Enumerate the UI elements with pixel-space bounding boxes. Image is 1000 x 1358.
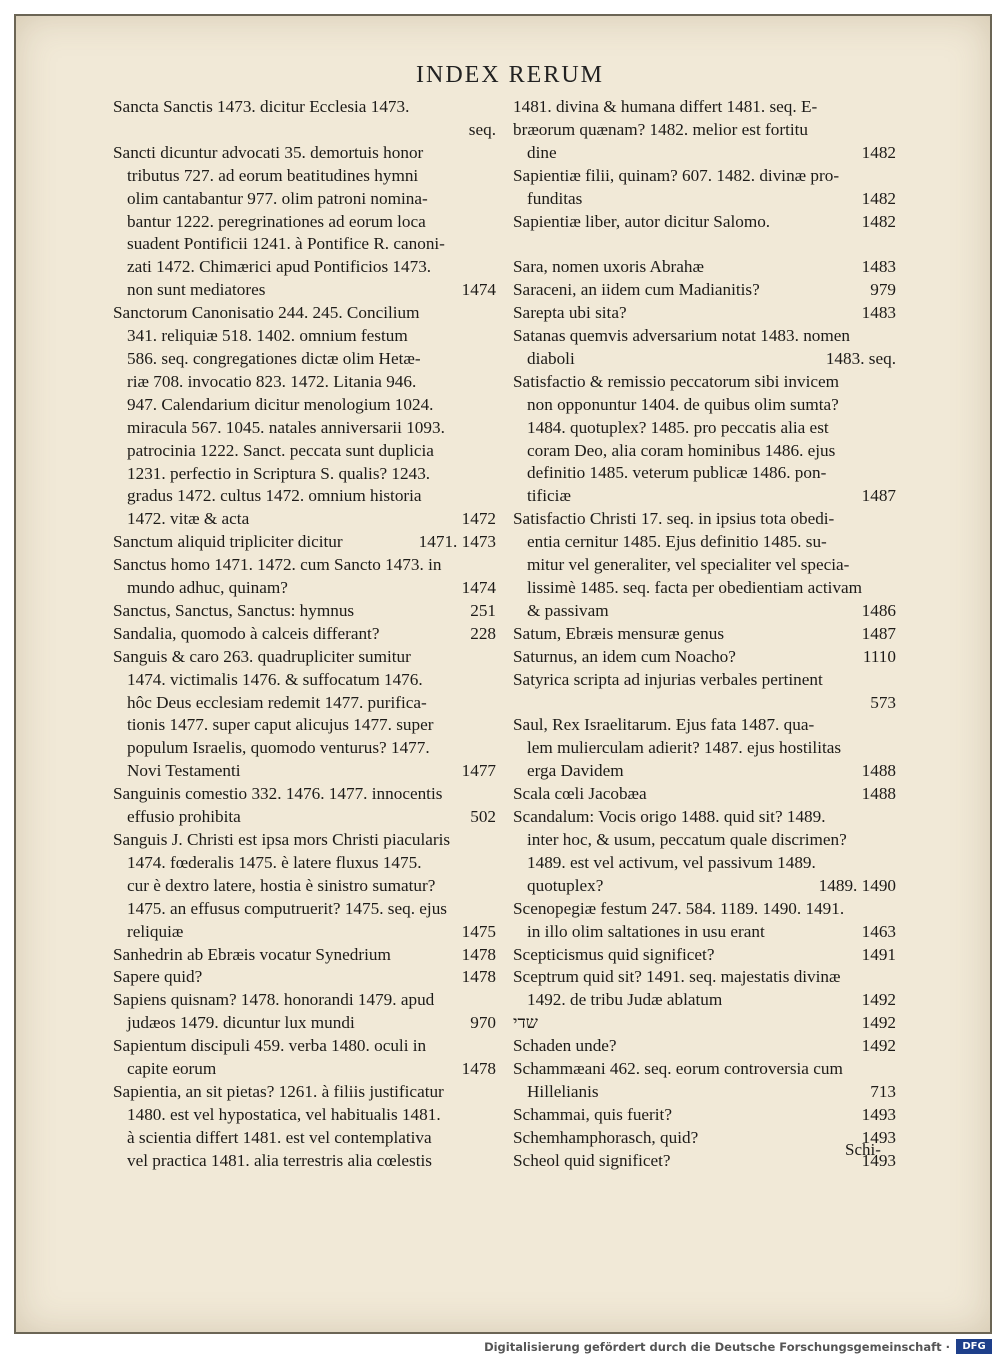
index-entry bbox=[513, 1012, 896, 1035]
index-text: Sarepta ubi sita? bbox=[513, 303, 627, 323]
dfg-logo: DFG bbox=[956, 1339, 992, 1354]
index-text: funditas bbox=[527, 188, 583, 208]
page-number: 1478 bbox=[461, 944, 496, 964]
index-entry bbox=[513, 898, 896, 944]
index-entry bbox=[513, 944, 896, 967]
index-line: 341. reliquiæ 518. 1402. omnium festum bbox=[127, 326, 408, 346]
index-line: Sanguis & caro 263. quadrupliciter sumitur bbox=[113, 646, 411, 666]
index-line bbox=[513, 1035, 896, 1058]
index-entry bbox=[113, 966, 496, 989]
index-text: Schammai, quis fuerit? bbox=[513, 1104, 672, 1124]
index-line: 1475. an effusus computruerit? 1475. seq. ejus bbox=[127, 898, 447, 918]
index-line bbox=[113, 577, 496, 600]
index-line: bræorum quænam? 1482. melior est fortitu bbox=[513, 119, 809, 139]
page-number: 573 bbox=[870, 692, 896, 712]
page-number: 979 bbox=[870, 280, 896, 300]
index-line bbox=[513, 348, 896, 371]
page-number: 1487 bbox=[861, 486, 896, 506]
index-line: zati 1472. Chimærici apud Pontificios 1473. bbox=[127, 257, 432, 277]
index-line bbox=[513, 211, 896, 234]
index-line: Sapientiæ filii, quinam? 607. 1482. divinæ pro- bbox=[513, 165, 840, 185]
index-entry bbox=[513, 714, 896, 783]
page-number: 1493 bbox=[861, 1150, 896, 1170]
page-number: 1492 bbox=[861, 1013, 896, 1033]
index-line bbox=[513, 875, 896, 898]
page-number: 1482 bbox=[861, 188, 896, 208]
index-text: Saturnus, an idem cum Noacho? bbox=[513, 646, 736, 666]
index-line bbox=[513, 921, 896, 944]
page-number: 1463 bbox=[861, 921, 896, 941]
index-line bbox=[113, 508, 496, 531]
index-line: Satisfactio Christi 17. seq. in ipsius tota obedi- bbox=[513, 509, 835, 529]
index-text: Sandalia, quomodo à calceis differant? bbox=[113, 623, 380, 643]
index-line: Sancta Sanctis 1473. dicitur Ecclesia 1473. bbox=[113, 97, 410, 116]
index-line bbox=[513, 302, 896, 325]
index-line: mitur vel generaliter, vel specialiter vel specia- bbox=[527, 555, 850, 575]
page-number: 1477 bbox=[461, 761, 496, 781]
index-entry bbox=[113, 142, 496, 302]
index-text: reliquiæ bbox=[127, 921, 184, 941]
index-entry bbox=[513, 508, 896, 623]
index-line: 1481. divina & humana differt 1481. seq. E- bbox=[513, 97, 818, 116]
index-text: Sapientiæ liber, autor dicitur Salomo. bbox=[513, 211, 771, 231]
page-number: 1492 bbox=[861, 990, 896, 1010]
index-line bbox=[113, 944, 496, 967]
index-line: hôc Deus ecclesiam redemit 1477. purifica- bbox=[127, 692, 427, 712]
index-text: Scala cœli Jacobæa bbox=[513, 784, 647, 804]
index-line bbox=[513, 1081, 896, 1104]
index-line: Sceptrum quid sit? 1491. seq. majestatis divinæ bbox=[513, 967, 841, 987]
index-line: entia cernitur 1485. Ejus definitio 1485. su- bbox=[527, 532, 827, 552]
page-number: 1493 bbox=[861, 1104, 896, 1124]
page-number: 1483. seq. bbox=[825, 348, 896, 368]
page-number: 1482 bbox=[861, 211, 896, 231]
page-number: 1488 bbox=[861, 784, 896, 804]
index-entry bbox=[513, 1150, 896, 1173]
index-line: tributus 727. ad eorum beatitudines hymni bbox=[127, 165, 419, 185]
index-line bbox=[513, 944, 896, 967]
page-number: 1471. 1473 bbox=[418, 532, 496, 552]
page-number: 1483 bbox=[861, 257, 896, 277]
index-line: gradus 1472. cultus 1472. omnium historia bbox=[127, 486, 422, 506]
footer-credit: Digitalisierung gefördert durch die Deutsche Forschungsgemeinschaft · bbox=[484, 1340, 950, 1354]
index-line: Satisfactio & remissio peccatorum sibi invicem bbox=[513, 371, 840, 391]
index-entry bbox=[513, 1035, 896, 1058]
page-number: 502 bbox=[470, 807, 496, 827]
index-entry bbox=[513, 96, 896, 165]
index-line bbox=[513, 646, 896, 669]
index-line: 586. seq. congregationes dictæ olim Hetæ- bbox=[127, 348, 421, 368]
index-line bbox=[113, 806, 496, 829]
index-line: riæ 708. invocatio 823. 1472. Litania 946. bbox=[127, 371, 417, 391]
index-text: Satum, Ebræis mensuræ genus bbox=[513, 623, 725, 643]
index-text: Scheol quid significet? bbox=[513, 1150, 671, 1170]
index-entry bbox=[513, 211, 896, 234]
index-line bbox=[113, 623, 496, 646]
index-line: 1474. fœderalis 1475. è latere fluxus 1475. bbox=[127, 852, 422, 872]
page-number: 1493 bbox=[861, 1127, 896, 1147]
index-entry bbox=[513, 256, 896, 279]
index-text: Saraceni, an iidem cum Madianitis? bbox=[513, 280, 760, 300]
index-line: tionis 1477. super caput alicujus 1477. super bbox=[127, 715, 434, 735]
index-line: suadent Pontificii 1241. à Pontifice R. canoni- bbox=[127, 234, 445, 254]
index-line bbox=[513, 989, 896, 1012]
index-entry bbox=[513, 1058, 896, 1104]
index-text: Scepticismus quid significet? bbox=[513, 944, 715, 964]
index-text: Hillelianis bbox=[527, 1081, 599, 1101]
page-number: 1478 bbox=[461, 1059, 496, 1079]
index-entry bbox=[513, 783, 896, 806]
index-entry bbox=[113, 554, 496, 600]
page-number: 1482 bbox=[861, 142, 896, 162]
index-line: lissimè 1485. seq. facta per obedientiam activam bbox=[527, 578, 863, 598]
index-line bbox=[513, 623, 896, 646]
index-entry bbox=[113, 989, 496, 1035]
index-line bbox=[513, 1104, 896, 1127]
index-line: 947. Calendarium dicitur menologium 1024. bbox=[127, 394, 434, 414]
index-entry bbox=[513, 302, 896, 325]
index-text: diaboli bbox=[527, 348, 575, 368]
index-text: Schemhamphorasch, quid? bbox=[513, 1127, 699, 1147]
index-line: Satyrica scripta ad injurias verbales pertinent bbox=[513, 669, 823, 689]
index-line: patrocinia 1222. Sanct. peccata sunt duplicia bbox=[127, 440, 434, 460]
page-number: 251 bbox=[470, 600, 496, 620]
index-line: miracula 567. 1045. natales anniversarii 1093. bbox=[127, 417, 445, 437]
index-text: effusio prohibita bbox=[127, 807, 241, 827]
index-text: mundo adhuc, quinam? bbox=[127, 578, 288, 598]
index-line: Saul, Rex Israelitarum. Ejus fata 1487. qua- bbox=[513, 715, 815, 735]
index-line bbox=[513, 188, 896, 211]
index-line bbox=[513, 1012, 896, 1035]
index-line bbox=[113, 921, 496, 944]
page-number: 970 bbox=[470, 1013, 496, 1033]
index-entry bbox=[113, 623, 496, 646]
index-entry bbox=[113, 783, 496, 829]
catchword: Schi- bbox=[845, 1140, 881, 1159]
index-line bbox=[513, 600, 896, 623]
index-line: Sanctus homo 1471. 1472. cum Sancto 1473. in bbox=[113, 555, 442, 575]
index-entry bbox=[113, 829, 496, 944]
index-text: שדי bbox=[513, 1013, 538, 1033]
page-number: 1478 bbox=[461, 967, 496, 987]
index-line bbox=[513, 692, 896, 715]
index-line: 1484. quotuplex? 1485. pro peccatis alia est bbox=[527, 417, 829, 437]
index-line: 1480. est vel hypostatica, vel habitualis 1481. bbox=[127, 1104, 441, 1124]
index-text: tificiæ bbox=[527, 486, 571, 506]
index-line: inter hoc, & usum, peccatum quale discrimen? bbox=[527, 829, 847, 849]
page-number: 1474 bbox=[461, 578, 496, 598]
index-entry bbox=[113, 531, 496, 554]
index-text: non sunt mediatores bbox=[127, 280, 266, 300]
index-line: Sapientum discipuli 459. verba 1480. oculi in bbox=[113, 1036, 427, 1056]
index-text: Sanctum aliquid tripliciter dicitur bbox=[113, 532, 343, 552]
index-line: Sapientia, an sit pietas? 1261. à filiis justificatur bbox=[113, 1081, 444, 1101]
left-column bbox=[113, 96, 496, 1173]
page-header: INDEX RERUM bbox=[416, 62, 604, 88]
page-number: 1474 bbox=[461, 280, 496, 300]
index-text: Novi Testamenti bbox=[127, 761, 241, 781]
index-entry bbox=[513, 646, 896, 669]
index-line: Scandalum: Vocis origo 1488. quid sit? 1489. bbox=[513, 807, 826, 827]
index-text: capite eorum bbox=[127, 1059, 217, 1079]
index-line bbox=[113, 1058, 496, 1081]
index-line: definitio 1485. veterum publicæ 1486. pon- bbox=[527, 463, 827, 483]
index-text: Sanhedrin ab Ebræis vocatur Synedrium bbox=[113, 944, 391, 964]
index-entry bbox=[513, 1127, 896, 1150]
index-entry bbox=[113, 944, 496, 967]
index-entry bbox=[513, 371, 896, 508]
index-entry bbox=[113, 96, 496, 142]
page-number: 1110 bbox=[862, 646, 896, 666]
index-line bbox=[113, 531, 496, 554]
index-entry bbox=[513, 966, 896, 1012]
index-line: à scientia differt 1481. est vel contemplativa bbox=[127, 1127, 432, 1147]
index-text: quotuplex? bbox=[527, 875, 604, 895]
index-line: Scenopegiæ festum 247. 584. 1189. 1490. 1491. bbox=[513, 898, 845, 918]
page-number: 1488 bbox=[861, 761, 896, 781]
index-entry bbox=[513, 279, 896, 302]
index-line: Schammæani 462. seq. eorum controversia cum bbox=[513, 1059, 843, 1079]
index-line: vel practica 1481. alia terrestris alia cœlestis bbox=[127, 1150, 432, 1170]
page-number: 1492 bbox=[861, 1036, 896, 1056]
index-line bbox=[113, 966, 496, 989]
index-line bbox=[513, 256, 896, 279]
index-entry bbox=[113, 1081, 496, 1173]
index-entry bbox=[513, 165, 896, 211]
index-line: Sancti dicuntur advocati 35. demortuis honor bbox=[113, 142, 424, 162]
index-text: Schaden unde? bbox=[513, 1036, 617, 1056]
index-line: Sanguinis comestio 332. 1476. 1477. innocentis bbox=[113, 784, 443, 804]
page-number: 1483 bbox=[861, 303, 896, 323]
index-entry bbox=[513, 1104, 896, 1127]
index-line bbox=[513, 485, 896, 508]
page-number: 1489. 1490 bbox=[818, 875, 896, 895]
index-line: Sanctorum Canonisatio 244. 245. Concilium bbox=[113, 303, 420, 323]
index-entry bbox=[513, 623, 896, 646]
index-text: erga Davidem bbox=[527, 761, 624, 781]
index-line: lem mulierculam adierit? 1487. ejus hostilitas bbox=[527, 738, 842, 758]
index-line: olim cantabantur 977. olim patroni nomina- bbox=[127, 188, 428, 208]
index-line bbox=[513, 142, 896, 165]
index-line: Satanas quemvis adversarium notat 1483. nomen bbox=[513, 326, 850, 346]
index-line: coram Deo, alia coram hominibus 1486. ejus bbox=[527, 440, 836, 460]
index-line bbox=[513, 1150, 896, 1173]
page-number: 1472 bbox=[461, 509, 496, 529]
index-line: cur è dextro latere, hostia è sinistro sumatur? bbox=[127, 875, 436, 895]
index-line bbox=[113, 279, 496, 302]
index-line bbox=[113, 1012, 496, 1035]
index-text: judæos 1479. dicuntur lux mundi bbox=[127, 1013, 355, 1033]
page-number: 1487 bbox=[861, 623, 896, 643]
index-text: 1472. vitæ & acta bbox=[127, 509, 250, 529]
index-line: non opponuntur 1404. de quibus olim sumta? bbox=[527, 394, 839, 414]
index-text: Sapere quid? bbox=[113, 967, 203, 987]
index-text: dine bbox=[527, 142, 557, 162]
index-text: in illo olim saltationes in usu erant bbox=[527, 921, 765, 941]
index-line: Sanguis J. Christi est ipsa mors Christi piacularis bbox=[113, 830, 451, 849]
index-line bbox=[513, 760, 896, 783]
index-entry bbox=[513, 806, 896, 898]
page-number: 1486 bbox=[861, 600, 896, 620]
index-line: bantur 1222. peregrinationes ad eorum loca bbox=[127, 211, 426, 231]
index-text: 1492. de tribu Judæ ablatum bbox=[527, 990, 723, 1010]
index-entry bbox=[113, 302, 496, 531]
index-line: Sapiens quisnam? 1478. honorandi 1479. apud bbox=[113, 990, 435, 1010]
page-number: 228 bbox=[470, 623, 496, 643]
page-number: 713 bbox=[870, 1081, 896, 1101]
index-line: 1474. victimalis 1476. & suffocatum 1476. bbox=[127, 669, 423, 689]
index-entry bbox=[113, 646, 496, 783]
section-gap bbox=[513, 233, 896, 256]
index-text: Sanctus, Sanctus, Sanctus: hymnus bbox=[113, 600, 355, 620]
index-text: & passivam bbox=[527, 600, 609, 620]
index-line: populum Israelis, quomodo venturus? 1477. bbox=[127, 738, 430, 758]
index-entry bbox=[113, 1035, 496, 1081]
page-number: 1475 bbox=[461, 921, 496, 941]
index-entry bbox=[513, 669, 896, 715]
index-entry bbox=[513, 325, 896, 371]
index-line: seq. bbox=[468, 119, 496, 139]
index-text: Sara, nomen uxoris Abrahæ bbox=[513, 257, 704, 277]
index-entry bbox=[113, 600, 496, 623]
index-line bbox=[513, 279, 896, 302]
page-number: 1491 bbox=[861, 944, 896, 964]
index-line bbox=[113, 600, 496, 623]
right-column bbox=[513, 96, 896, 1173]
index-line: 1231. perfectio in Scriptura S. qualis? 1243. bbox=[127, 463, 431, 483]
index-line: 1489. est vel activum, vel passivum 1489. bbox=[527, 852, 816, 872]
index-line bbox=[513, 783, 896, 806]
index-line bbox=[513, 1127, 896, 1150]
index-line bbox=[113, 760, 496, 783]
